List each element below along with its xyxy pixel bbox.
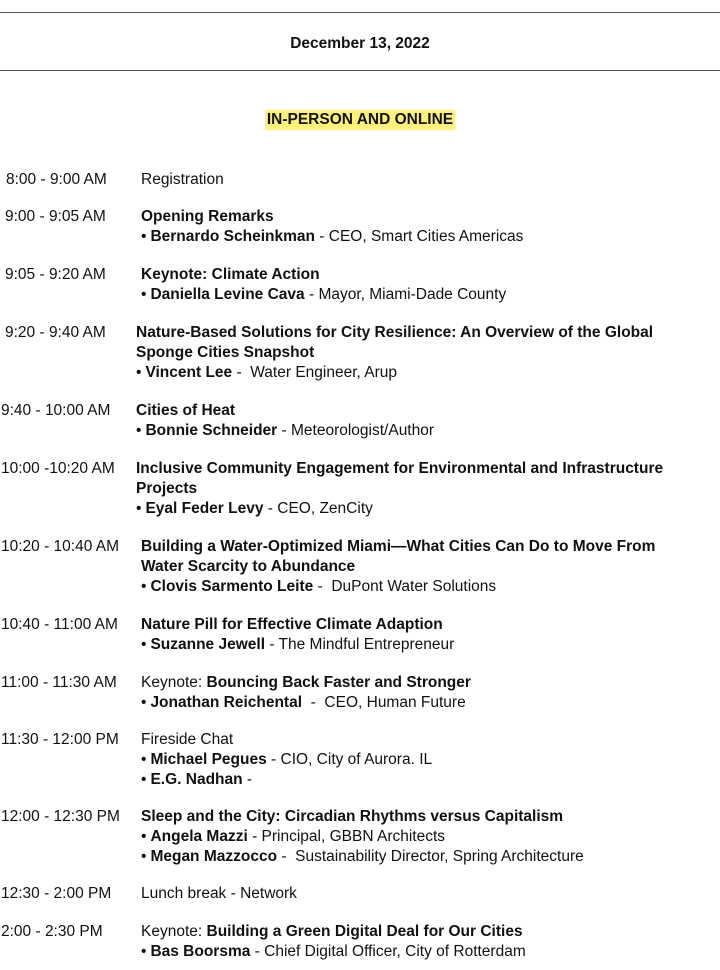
- bullet-icon: •: [141, 286, 147, 303]
- session-title: Water Scarcity to Abundance: [141, 558, 356, 575]
- session-title-line: [141, 807, 711, 827]
- slot-content: [136, 401, 706, 441]
- session-title: Registration: [141, 171, 224, 188]
- speaker-name: Michael Pegues: [150, 751, 267, 768]
- slot-content: [141, 207, 711, 247]
- speaker-line: [136, 421, 706, 441]
- session-prefix: Keynote:: [141, 923, 207, 940]
- session-title-line: [141, 615, 711, 635]
- session-title: Projects: [136, 480, 198, 497]
- event-date: December 13, 2022: [290, 35, 430, 52]
- speaker-name: Clovis Sarmento Leite: [150, 578, 314, 595]
- speaker-separator: -: [266, 751, 281, 768]
- speaker-line: [136, 363, 706, 383]
- slot-time: 11:30 - 12:00 PM: [1, 731, 119, 748]
- slot-content: [141, 673, 711, 713]
- speaker-name: Vincent Lee: [145, 364, 233, 381]
- mode-label: IN-PERSON AND ONLINE: [266, 111, 454, 128]
- slot-content: [141, 170, 711, 190]
- top-rule: [0, 12, 720, 13]
- speaker-name: Angela Mazzi: [150, 828, 248, 845]
- slot-content: [141, 884, 711, 904]
- speaker-name: Bas Boorsma: [150, 943, 251, 960]
- session-title: Cities of Heat: [136, 402, 236, 419]
- speaker-name: Bernardo Scheinkman: [150, 228, 315, 245]
- speaker-line: [141, 847, 711, 867]
- speaker-separator: -: [265, 636, 279, 653]
- speaker-line: [141, 227, 711, 247]
- slot-time: 10:40 - 11:00 AM: [1, 616, 118, 633]
- speaker-name: Jonathan Reichental: [150, 694, 303, 711]
- session-title-line: [141, 922, 711, 942]
- bullet-icon: •: [136, 422, 142, 439]
- speaker-name: Suzanne Jewell: [150, 636, 266, 653]
- speaker-line: [141, 827, 711, 847]
- slot-content: [141, 615, 711, 655]
- speaker-role: Water Engineer, Arup: [250, 364, 398, 381]
- speaker-line: [141, 942, 711, 962]
- speaker-line: [141, 693, 711, 713]
- session-prefix: Keynote:: [141, 674, 207, 691]
- speaker-role: CIO, City of Aurora. IL: [280, 751, 433, 768]
- session-title-line: [141, 673, 711, 693]
- speaker-separator: -: [263, 500, 278, 517]
- speaker-separator: -: [313, 578, 332, 595]
- speaker-separator: -: [277, 848, 296, 865]
- session-title: Lunch break - Network: [141, 885, 297, 902]
- speaker-role: Principal, GBBN Architects: [261, 828, 446, 845]
- speaker-separator: -: [247, 828, 262, 845]
- session-title-line: [141, 884, 711, 904]
- session-title: Keynote: Climate Action: [141, 266, 320, 283]
- session-title: Fireside Chat: [141, 731, 234, 748]
- slot-time: 9:20 - 9:40 AM: [5, 324, 106, 341]
- bullet-icon: •: [136, 500, 142, 517]
- slot-time: 9:00 - 9:05 AM: [5, 208, 106, 225]
- session-title-line: [136, 459, 706, 479]
- session-title-line: [141, 265, 711, 285]
- session-title-line: [136, 479, 706, 499]
- speaker-separator: -: [277, 422, 291, 439]
- speaker-line: [136, 499, 706, 519]
- slot-time: 2:00 - 2:30 PM: [1, 923, 103, 940]
- session-title: Nature Pill for Effective Climate Adaption: [141, 616, 443, 633]
- slot-content: [141, 922, 711, 962]
- slot-time: 10:00 -10:20 AM: [1, 460, 115, 477]
- mode-banner: [0, 110, 720, 130]
- bullet-icon: •: [136, 364, 142, 381]
- speaker-line: [141, 635, 711, 655]
- speaker-line: [141, 750, 711, 770]
- speaker-separator: -: [232, 364, 251, 381]
- speaker-role: The Mindful Entrepreneur: [278, 636, 455, 653]
- speaker-line: [141, 577, 711, 597]
- speaker-role: CEO, Human Future: [324, 694, 466, 711]
- session-title: Building a Green Digital Deal for Our Cities: [206, 923, 523, 940]
- slot-content: [136, 323, 706, 383]
- bullet-icon: •: [141, 771, 147, 788]
- slot-content: [141, 807, 711, 867]
- session-title: Building a Water-Optimized Miami—What Cities Can Do to Move From: [141, 538, 656, 555]
- session-title-line: [141, 730, 711, 750]
- speaker-separator: -: [304, 286, 319, 303]
- speaker-role: CEO, Smart Cities Americas: [328, 228, 524, 245]
- session-title-line: [136, 323, 706, 343]
- session-title-line: [136, 401, 706, 421]
- speaker-role: Mayor, Miami-Dade County: [318, 286, 507, 303]
- session-title: Inclusive Community Engagement for Environmental and Infrastructure: [136, 460, 664, 477]
- speaker-separator: -: [314, 228, 329, 245]
- session-title-line: [141, 170, 711, 190]
- speaker-separator: -: [250, 943, 265, 960]
- speaker-role: Chief Digital Officer, City of Rotterdam: [264, 943, 526, 960]
- slot-content: [136, 459, 706, 519]
- speaker-name: Daniella Levine Cava: [150, 286, 305, 303]
- speaker-line: [141, 770, 711, 790]
- speaker-separator: -: [302, 694, 325, 711]
- speaker-role: Sustainability Director, Spring Architecture: [295, 848, 584, 865]
- speaker-line: [141, 285, 711, 305]
- speaker-name: Eyal Feder Levy: [145, 500, 264, 517]
- slot-time: 12:30 - 2:00 PM: [1, 885, 112, 902]
- session-title: Bouncing Back Faster and Stronger: [206, 674, 471, 691]
- session-title-line: [141, 557, 711, 577]
- bullet-icon: •: [141, 694, 147, 711]
- speaker-role: Meteorologist/Author: [291, 422, 435, 439]
- slot-time: 9:05 - 9:20 AM: [5, 266, 106, 283]
- slot-time: 11:00 - 11:30 AM: [1, 674, 117, 691]
- session-title-line: [136, 343, 706, 363]
- speaker-role: DuPont Water Solutions: [331, 578, 497, 595]
- slot-content: [141, 265, 711, 305]
- session-title: Sponge Cities Snapshot: [136, 344, 315, 361]
- slot-time: 12:00 - 12:30 PM: [1, 808, 120, 825]
- bullet-icon: •: [141, 828, 147, 845]
- bullet-icon: •: [141, 636, 147, 653]
- bullet-icon: •: [141, 943, 147, 960]
- slot-content: [141, 730, 711, 790]
- speaker-name: Megan Mazzocco: [150, 848, 278, 865]
- speaker-name: E.G. Nadhan: [150, 771, 243, 788]
- slot-time: 10:20 - 10:40 AM: [1, 538, 120, 555]
- session-title: Opening Remarks: [141, 208, 274, 225]
- session-title-line: [141, 207, 711, 227]
- slot-content: [141, 537, 711, 597]
- speaker-role: CEO, ZenCity: [277, 500, 373, 517]
- bullet-icon: •: [141, 848, 147, 865]
- session-title: Nature-Based Solutions for City Resilience: An Overview of the Global: [136, 324, 654, 341]
- bullet-icon: •: [141, 228, 147, 245]
- date-rule: [0, 70, 720, 71]
- session-title: Sleep and the City: Circadian Rhythms versus Capitalism: [141, 808, 564, 825]
- speaker-separator: -: [242, 771, 253, 788]
- slot-time: 9:40 - 10:00 AM: [1, 402, 111, 419]
- bullet-icon: •: [141, 751, 147, 768]
- slot-time: 8:00 - 9:00 AM: [6, 171, 107, 188]
- speaker-name: Bonnie Schneider: [145, 422, 278, 439]
- bullet-icon: •: [141, 578, 147, 595]
- session-title-line: [141, 537, 711, 557]
